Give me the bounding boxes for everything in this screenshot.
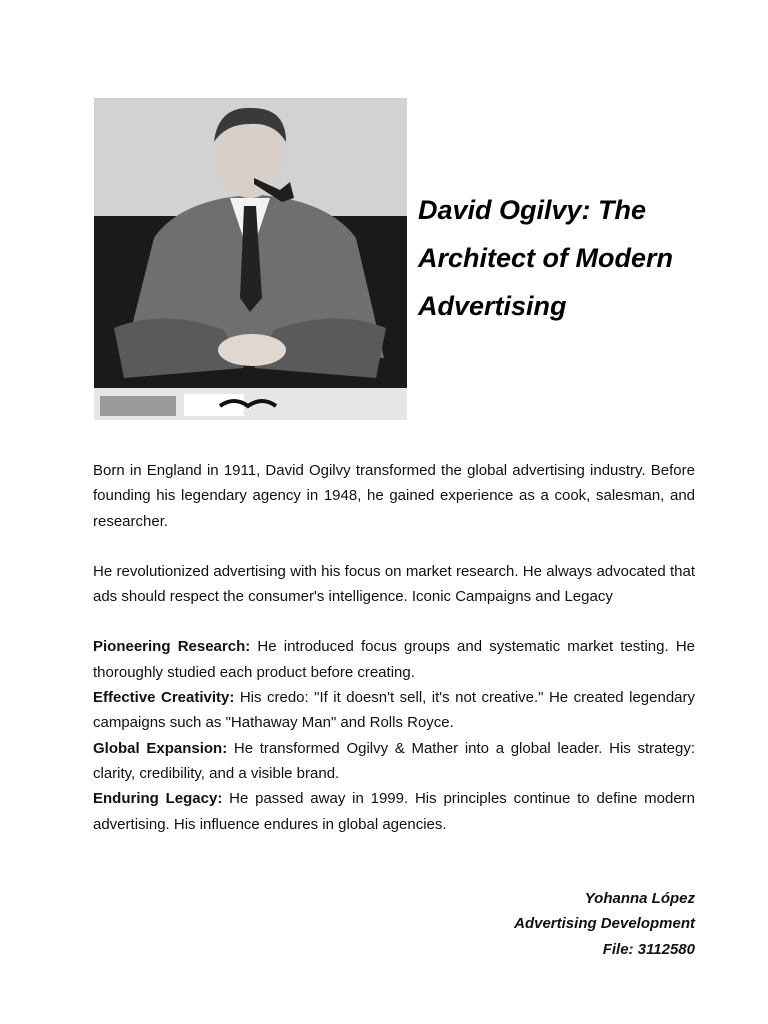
highlight-text: He passed away in 1999. His principles continue to define modern advertising. His influence endures in global agencies. <box>93 790 695 833</box>
highlight-label: Pioneering Research: <box>93 638 251 656</box>
highlight-text: He introduced focus groups and systematic market testing. He thoroughly studied each product before creating. <box>93 638 696 681</box>
highlight-text: He transformed Ogilvy & Mather into a global leader. His strategy: clarity, credibility, and a visible brand. <box>93 739 696 782</box>
file-number: File: 3112580 <box>602 940 695 958</box>
highlight-label: Enduring Legacy: <box>93 790 223 808</box>
highlight-label: Global Expansion: <box>93 739 228 757</box>
research-paragraph: He revolutionized advertising with his focus on market research. He always advocated that ads should respect the consumer's intelligence. Iconic Campaigns and Legacy <box>93 562 695 606</box>
signature-block <box>514 886 695 962</box>
highlight-item <box>93 685 695 736</box>
portrait-photo <box>94 98 407 420</box>
portrait-illustration <box>94 98 407 420</box>
highlight-item <box>93 786 695 837</box>
document-body <box>93 458 695 837</box>
highlight-text: His credo: "If it doesn't sell, it's not creative." He created legendary campaigns such as "Hathaway Man" and Rolls Royce. <box>93 689 695 732</box>
highlight-label: Effective Creativity: <box>93 689 235 707</box>
highlight-item <box>93 736 695 787</box>
course-name: Advertising Development <box>514 915 695 933</box>
author-name: Yohanna López <box>584 890 695 907</box>
intro-paragraph: Born in England in 1911, David Ogilvy transformed the global advertising industry. Before founding his legendary agency in 1948, he gained experience as a cook, salesman, and researcher. <box>93 462 695 530</box>
document-title: David Ogilvy: The Architect of Modern Advertising <box>418 195 674 321</box>
highlight-item <box>93 634 695 685</box>
